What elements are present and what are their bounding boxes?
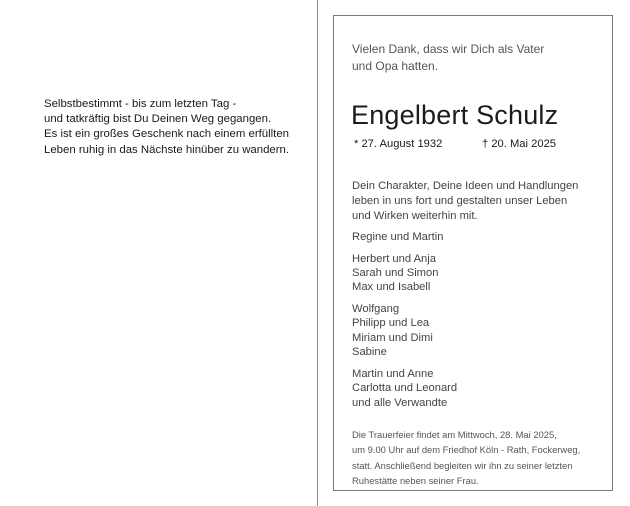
character-line: leben in uns fort und gestalten unser Leben: [352, 195, 568, 207]
thanks-line: und Opa hatten.: [352, 58, 439, 73]
character-line: und Wirken weiterhin mit.: [352, 210, 478, 222]
deceased-name: Engelbert Schulz: [351, 100, 559, 130]
service-line: Ruhestätte neben seiner Frau.: [352, 475, 479, 487]
family-member: Sarah und Simon: [352, 267, 439, 279]
thanks-text: [352, 41, 602, 74]
family-group: [352, 367, 607, 396]
family-member: Martin und Anne: [352, 367, 434, 380]
family-group: [352, 230, 607, 244]
service-line: Die Trauerfeier findet am Mittwoch, 28. Mai 2025,: [352, 429, 557, 440]
funeral-service-info: [352, 427, 610, 489]
poem-line: Leben ruhig in das Nächste hinüber zu wandern.: [44, 143, 290, 156]
family-member: Philipp und Lea: [352, 317, 430, 330]
poem-line: und tatkräftig bist Du Deinen Weg gegangen.: [44, 113, 272, 126]
service-line: statt. Anschließend begleiten wir ihn zu seiner letzten: [352, 459, 573, 471]
character-text: [352, 179, 607, 224]
left-page-poem: [44, 97, 304, 158]
poem-line: Es ist ein großes Geschenk nach einem erfüllten: [44, 128, 290, 141]
family-member: Miriam und Dimi: [352, 331, 433, 344]
birth-date: * 27. August 1932: [354, 138, 443, 150]
family-member: Carlotta und Leonard: [352, 382, 458, 395]
family-member: Max und Isabell: [352, 281, 431, 294]
obituary-card: [333, 15, 613, 491]
family-member: Wolfgang: [352, 303, 400, 315]
family-member: Herbert und Anja: [352, 252, 436, 265]
death-date: † 20. Mai 2025: [482, 138, 557, 150]
relatives-line: und alle Verwandte: [352, 397, 448, 409]
character-line: Dein Charakter, Deine Ideen und Handlungen: [352, 180, 579, 192]
service-line: um 9.00 Uhr auf dem Friedhof Köln - Rath, Fockerweg,: [352, 444, 581, 456]
family-group: [352, 302, 607, 360]
mourners-list: [352, 230, 607, 403]
family-member: Sabine: [352, 346, 387, 359]
poem-line: Selbstbestimmt - bis zum letzten Tag -: [44, 98, 237, 110]
page-fold-divider: [317, 0, 318, 506]
family-member: Regine und Martin: [352, 231, 444, 243]
thanks-line: Vielen Dank, dass wir Dich als Vater: [352, 42, 545, 56]
family-group: [352, 252, 607, 295]
